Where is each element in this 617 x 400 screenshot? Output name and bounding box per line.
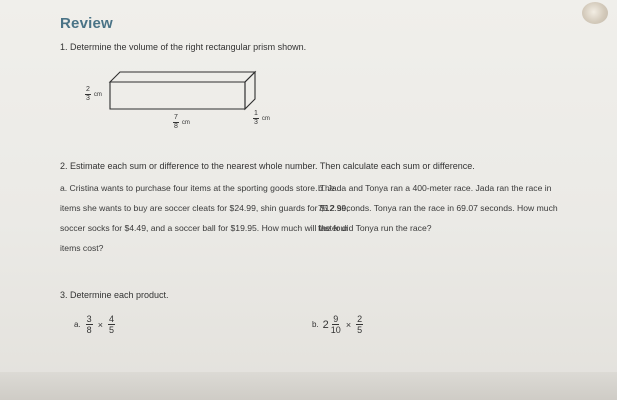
question-3-text: 3. Determine each product. [60, 290, 169, 300]
fraction: $\frac{2}{5}$ [357, 314, 363, 335]
fraction: $\frac{4}{5}$ [108, 314, 114, 335]
prism-width-label: $\frac{1}{3}$ cm [254, 110, 270, 126]
prism-height-label: $\frac{2}{3}$ cm [86, 86, 102, 102]
prism-top-face [110, 72, 255, 82]
times-sign: × [345, 319, 352, 330]
question-3b-label: b. [312, 320, 319, 329]
page-title: Review [60, 15, 113, 32]
question-2-text: 2. Estimate each sum or difference to the nearest whole number. Then calculate each sum or difference. [60, 161, 475, 171]
prism-side-face [245, 72, 255, 109]
prism-front-face [110, 82, 245, 109]
rectangular-prism-diagram [80, 64, 300, 139]
question-3a-label: a. [74, 320, 81, 329]
question-2b-text: b. Jada and Tonya ran a 400-meter race. Jada ran the race in 75.2 seconds. Tonya ran the race in 69.07 seconds. How much faster did Tonya run the race? [318, 183, 558, 233]
page-shadow [0, 372, 617, 400]
fraction: $\frac{9}{10}$ [330, 314, 341, 335]
prism-length-label: $\frac{7}{8}$ cm [174, 114, 190, 130]
question-1-text: 1. Determine the volume of the right rectangular prism shown. [60, 42, 307, 52]
question-2a-text: a. Cristina wants to purchase four items at the sporting goods store. The items she wants to buy are soccer cleats for $24.99, shin guards for $12.99, soccer socks for $4.49, and a soccer ball for $19.95. How much will the four items cost? [60, 183, 349, 253]
question-3a-expression [74, 314, 116, 335]
fraction: $\frac{3}{8}$ [86, 314, 92, 335]
corner-logo-icon [582, 2, 608, 24]
whole-number: 2 [322, 318, 329, 331]
times-sign: × [97, 319, 103, 330]
question-3b-expression [312, 314, 364, 335]
